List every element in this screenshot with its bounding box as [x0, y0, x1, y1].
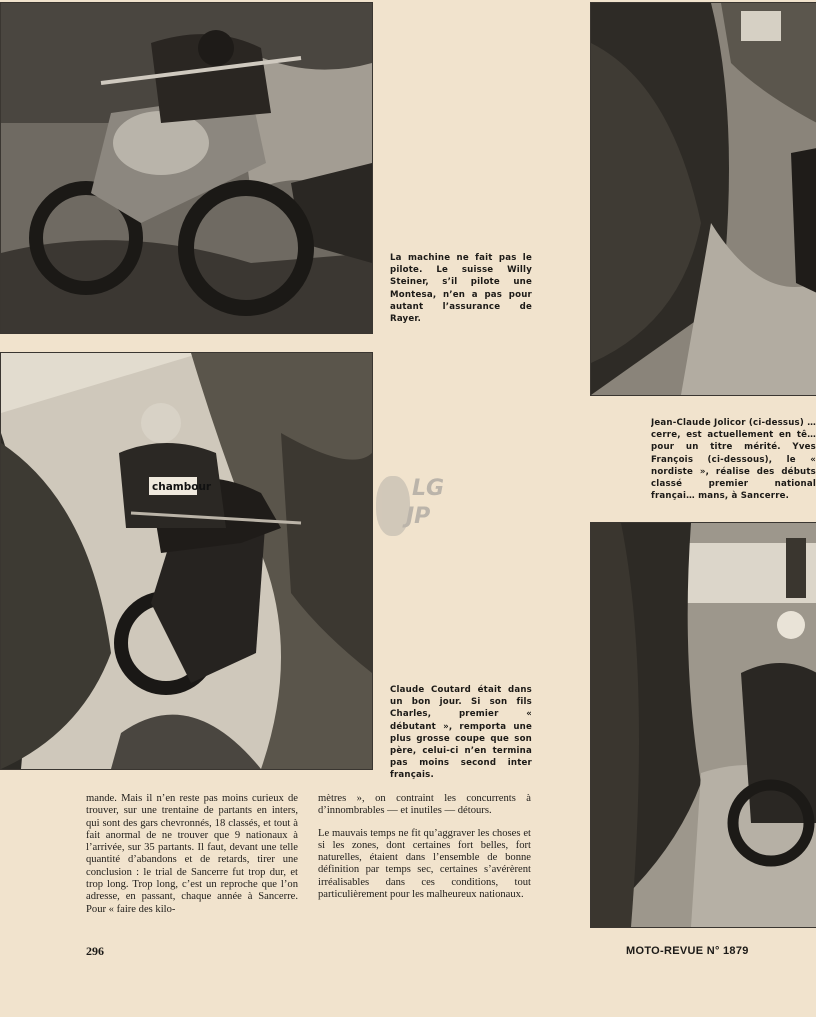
watermark-logo	[374, 474, 456, 540]
article-column-1: mande. Mais il n’en reste pas moins curieux de trouver, sur une trentaine de partants en inters, qui sont des gars chevronnés, 18 classés, et tout à fait anormal de ne trouver que 9 nationaux à l’arrivée, sur 35 partants. Il faut, devant une telle quantité d’abandons et de retards, tirer une conclusion : le trial de Sancerre fut trop dur, et trop long. Trop long, c’est un reproche que l’on adresse, en passant, chaque année à Sancerre. Pour « faire des kilo-	[86, 793, 298, 915]
watermark-text-1: LG	[412, 476, 445, 501]
photo-steiner-montesa	[0, 2, 373, 334]
caption-coutard: Claude Coutard était dans un bon jour. Si son fils Charles, premier « débutant », remporta une plus grosse coupe que son père, celui-ci n’en termina pas moins second inter français.	[390, 685, 532, 781]
photo-jolicor	[590, 2, 816, 396]
article-col2-paragraph-1: mètres », on contraint les concurrents à d’innombrables — et inutiles — détours.	[318, 793, 531, 817]
caption-steiner: La machine ne fait pas le pilote. Le suisse Willy Steiner, s’il pilote une Montesa, n’en a pas pour autant l’assurance de Rayer.	[390, 253, 532, 325]
caption-jolicor-francois: Jean-Claude Jolicor (ci-dessus) …cerre, est actuellement en tê… pour un titre mérité. Yves François (ci-dessous), le « nordiste », réalise des débuts classé premier national françai… mans, à Sancerre.	[651, 418, 816, 501]
photo-coutard-ditch	[0, 352, 373, 770]
watermark-portrait	[376, 476, 410, 536]
watermark-text-2: JP	[406, 504, 431, 529]
photo-yves-francois	[590, 522, 816, 928]
magazine-issue: MOTO-REVUE N° 1879	[626, 945, 749, 957]
page-number: 296	[86, 944, 104, 958]
rider-bib-text: chambour	[152, 481, 212, 493]
article-column-2	[318, 793, 531, 901]
article-col2-paragraph-2: Le mauvais temps ne fit qu’aggraver les choses et si les zones, dont certaines fort belles, fort naturelles, étaient dans l’ensemble de bonne définition par temps sec, certaines s’avérèrent irréalisables dans ces conditions, tout particulièrement pour les malheureux nationaux.	[318, 827, 531, 901]
